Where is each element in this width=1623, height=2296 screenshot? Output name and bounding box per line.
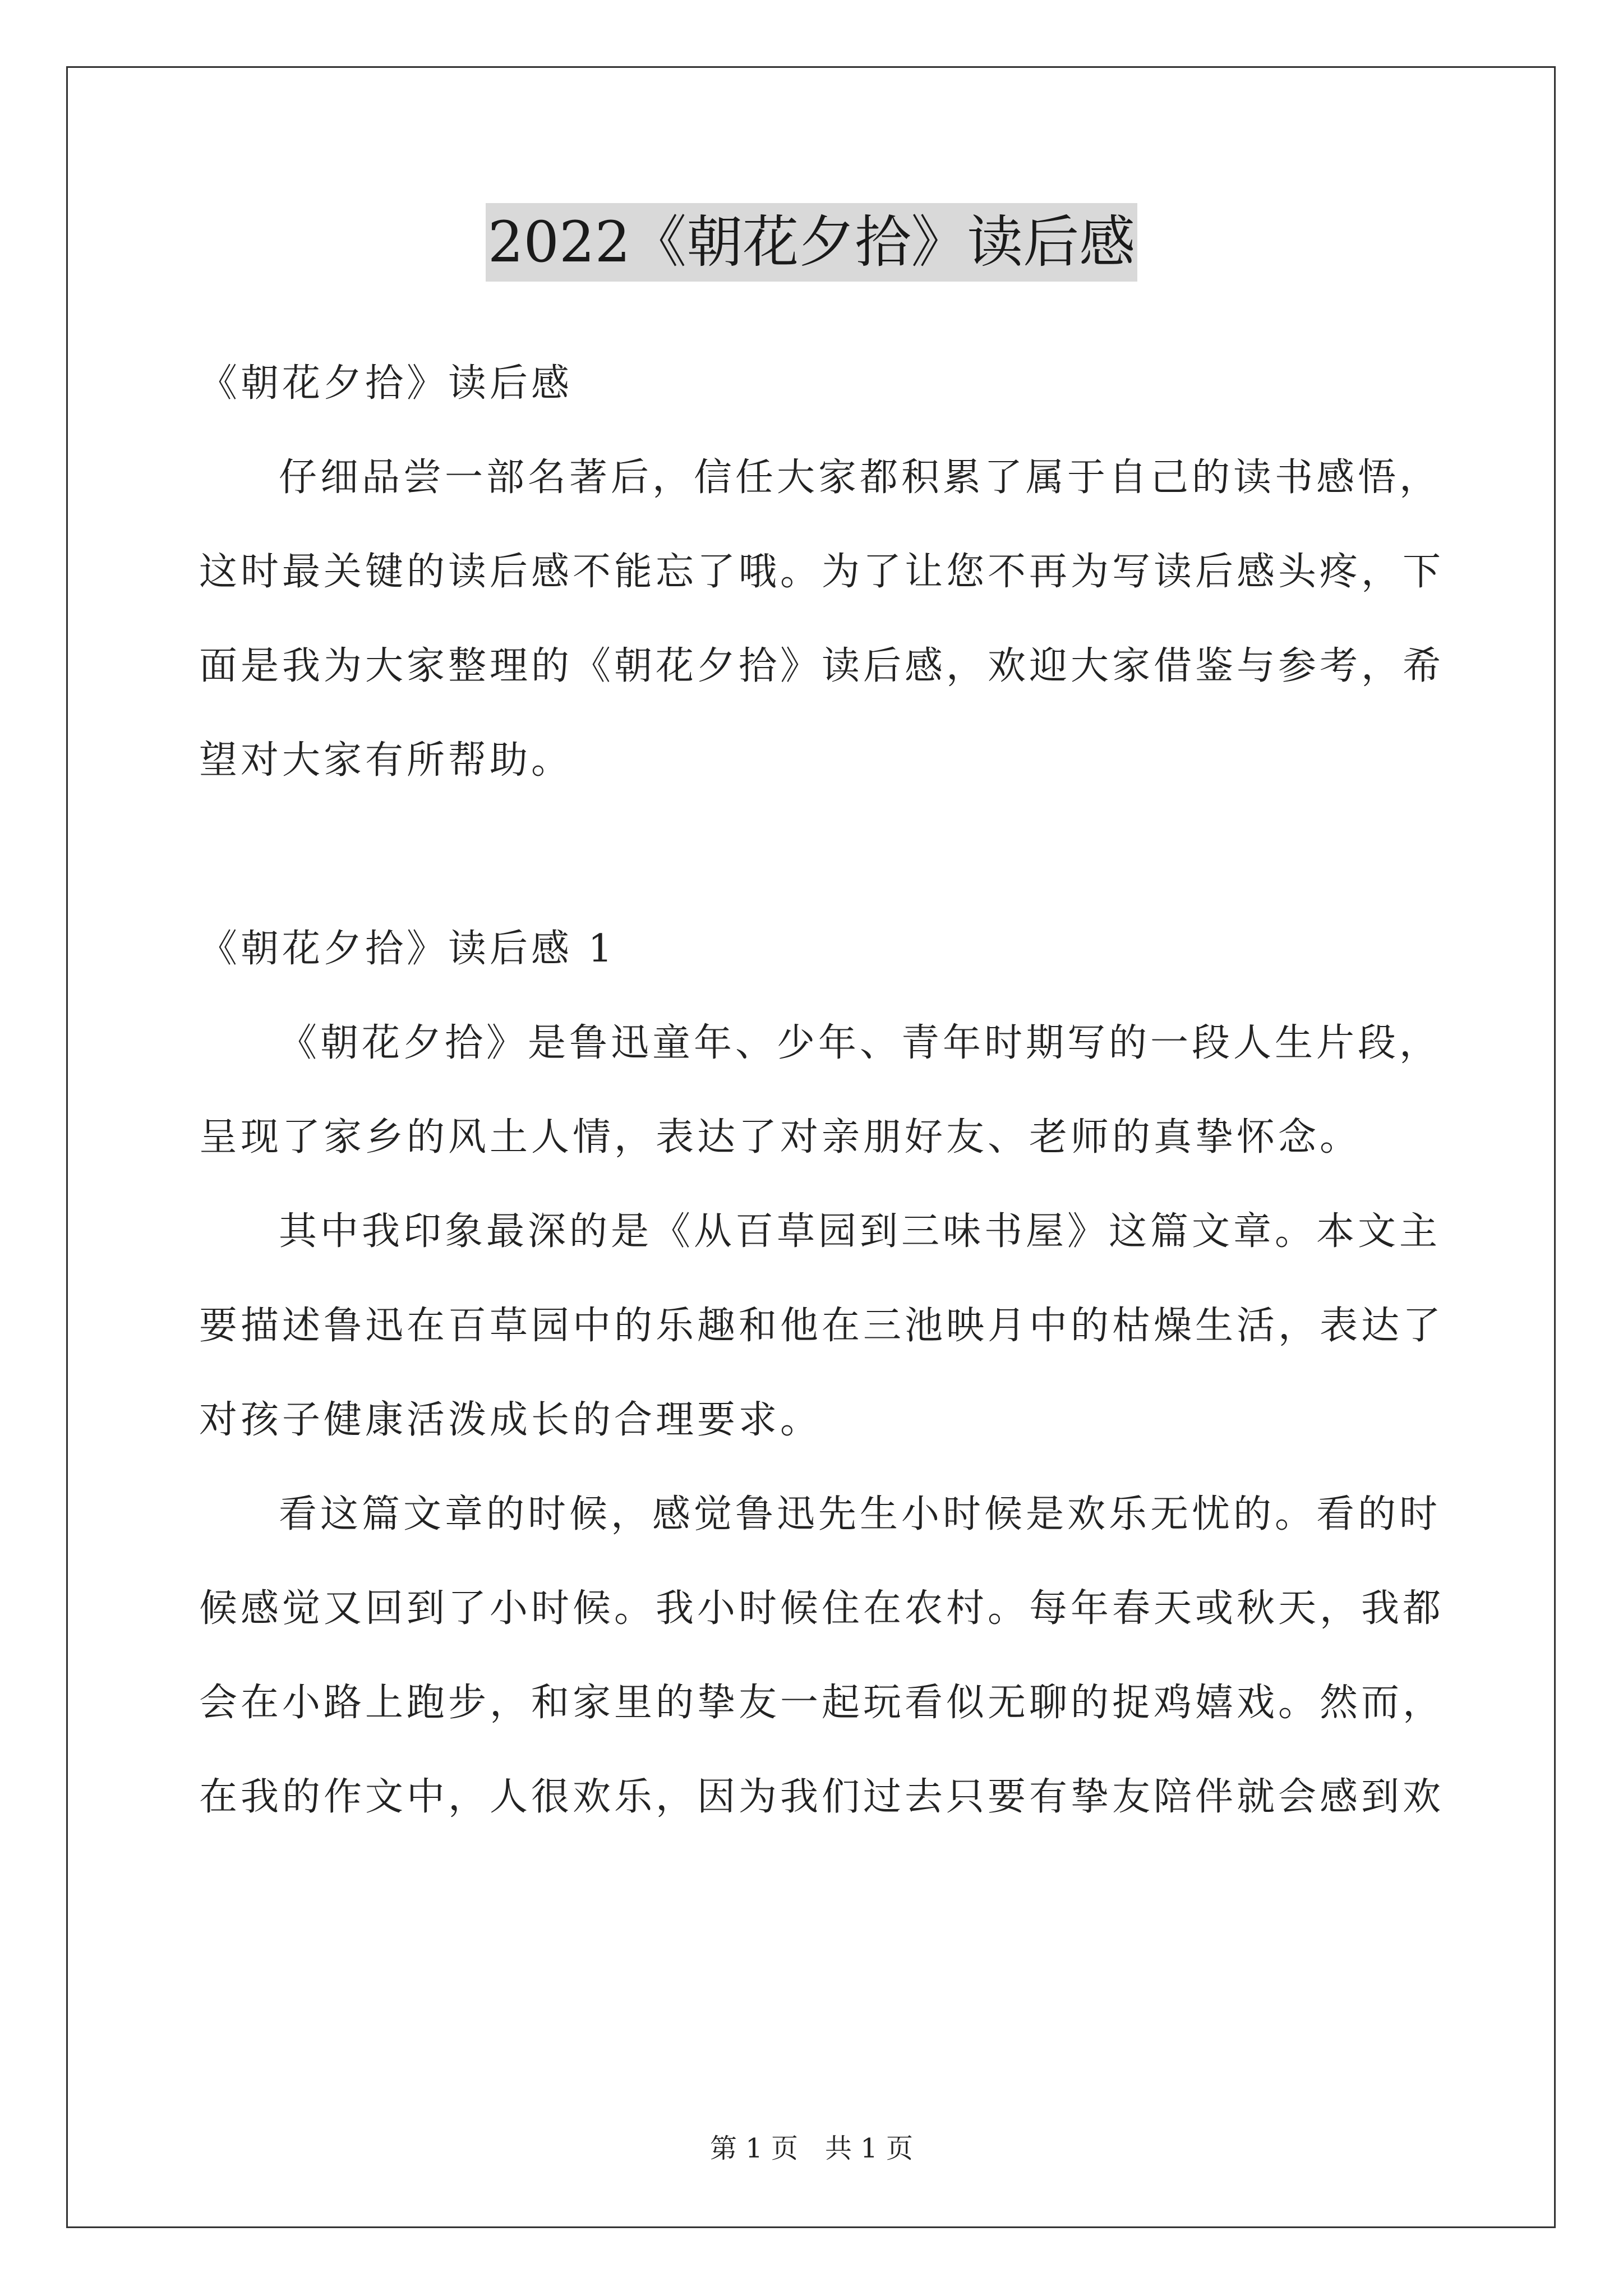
paragraph-line: 其中我印象最深的是《从百草园到三味书屋》这篇文章。本文主: [279, 1209, 1441, 1254]
paragraph-line: 候感觉又回到了小时候。我小时候住在农村。每年春天或秋天，我都: [199, 1586, 1445, 1631]
intro-line: 这时最关键的读后感不能忘了哦。为了让您不再为写读后感头疼，下: [199, 550, 1445, 594]
paragraph-line: 在我的作文中，人很欢乐，因为我们过去只要有挚友陪伴就会感到欢: [199, 1775, 1445, 1819]
intro-line: 面是我为大家整理的《朝花夕拾》读后感，欢迎大家借鉴与参考，希: [199, 644, 1445, 688]
paragraph-line: 对孩子健康活泼成长的合理要求。: [199, 1398, 822, 1442]
intro-line: 望对大家有所帮助。: [199, 738, 573, 783]
paragraph-line: 会在小路上跑步，和家里的挚友一起玩看似无聊的捉鸡嬉戏。然而，: [199, 1681, 1445, 1725]
intro-line: 仔细品尝一部名著后，信任大家都积累了属于自己的读书感悟，: [279, 455, 1441, 500]
intro-heading: 《朝花夕拾》读后感: [199, 361, 573, 406]
document-title: 2022《朝花夕拾》读后感: [486, 203, 1138, 282]
paragraph-line: 《朝花夕拾》是鲁迅童年、少年、青年时期写的一段人生片段，: [279, 1021, 1441, 1065]
page-number: 第 1 页 共 1 页: [709, 2133, 914, 2164]
document-body: [199, 337, 1445, 1844]
paragraph-line: 呈现了家乡的风土人情，表达了对亲朋好友、老师的真挚怀念。: [199, 1115, 1362, 1159]
title-container: [0, 203, 1623, 282]
paragraph-line: 看这篇文章的时候，感觉鲁迅先生小时候是欢乐无忧的。看的时: [279, 1492, 1441, 1536]
essay-heading: 《朝花夕拾》读后感 1: [199, 927, 616, 971]
paragraph-line: 要描述鲁迅在百草园中的乐趣和他在三池映月中的枯燥生活，表达了: [199, 1304, 1445, 1348]
